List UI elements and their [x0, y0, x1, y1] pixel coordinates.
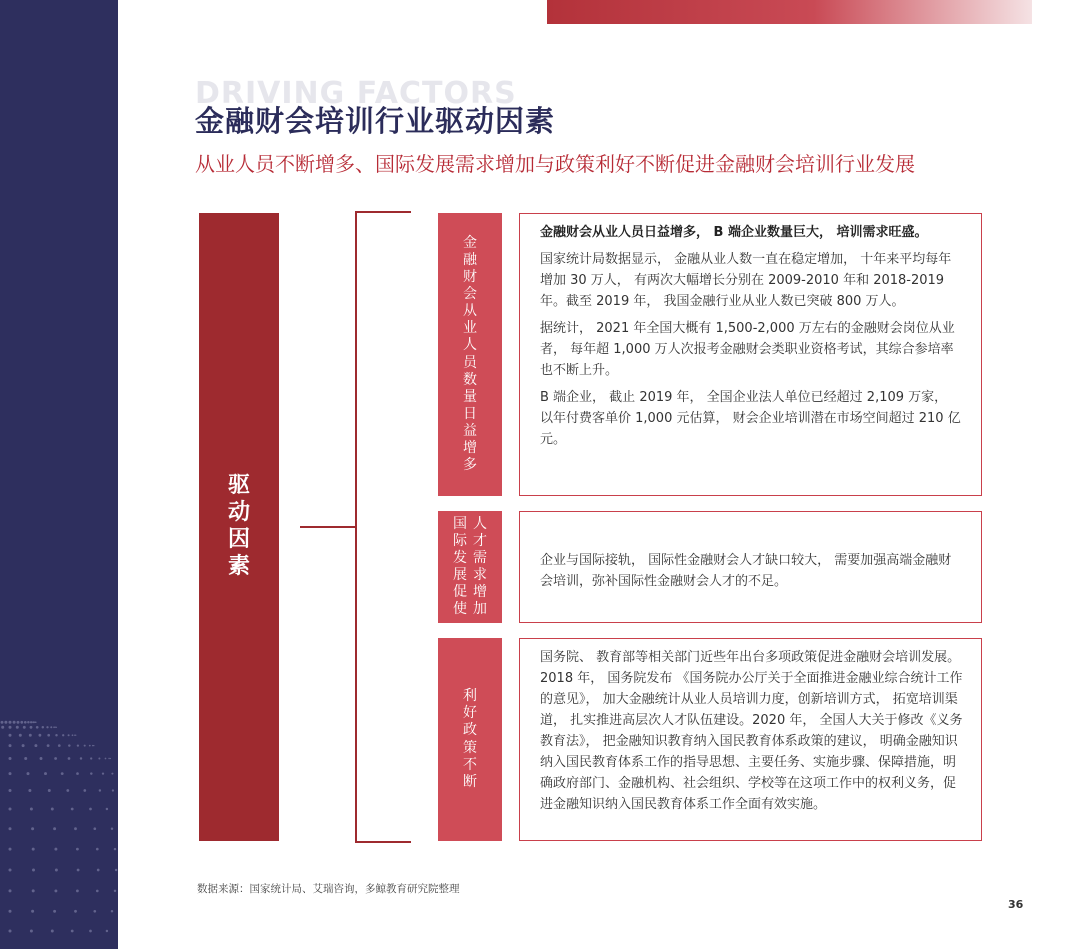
globe-dot [83, 789, 86, 792]
globe-dot [9, 808, 12, 811]
globe-dot [98, 757, 100, 759]
globe-dot [111, 910, 113, 912]
globe-dot [54, 757, 57, 760]
globe-dot [76, 772, 79, 775]
globe-dot [108, 758, 109, 759]
globe-dot [90, 757, 92, 759]
factor-3-label-char: 断 [463, 773, 477, 790]
globe-dot [23, 726, 26, 729]
factor-2-label-char: 发 [453, 549, 467, 566]
factor-3-paragraph: 国务院、 教育部等相关部门近些年出台多项政策促进金融财会培训发展。2018 年， 国务院发布 《国务院办公厅关于全面推进金融业综合统计工作的意见》， 加大金融统计从业人员培训力度，创新培训方式， 拓宽培训渠道， 扎实推进高层次人才队伍建设。2020 年， 全国人大关于修改《义务教育法》， 把金融知识教育纳入国民教育体系政策的建议， 明确金融知识纳入国民教育体系工作的指导思想、主要任务、实施步骤、保障措施，明确政府部门、金融机构、社会组织、学校等在这项工作中的权利义务，促进金融知识纳入国民教育体系工作全面有效实施。 [540, 650, 963, 812]
globe-dot [20, 721, 23, 724]
globe-dot [4, 721, 7, 724]
globe-dot [9, 789, 12, 792]
factor-1-label-char: 业 [463, 320, 477, 337]
globe-dot [96, 848, 99, 851]
factor-2-label-char: 促 [453, 584, 467, 601]
globe-dot [9, 757, 12, 760]
top-gradient-bar [547, 0, 1032, 24]
factor-1-label-char: 日 [463, 405, 477, 422]
globe-dot [84, 745, 86, 747]
factor-2-label-char: 求 [473, 567, 487, 583]
globe-dot [53, 726, 55, 728]
globe-dot [46, 726, 48, 728]
factor-2-label-char: 加 [473, 601, 487, 618]
factor-1-label [438, 213, 502, 496]
connector-stem [300, 526, 356, 528]
globe-dot [32, 889, 35, 892]
globe-dot [89, 930, 92, 933]
globe-dot [22, 744, 25, 747]
globe-dot [32, 869, 35, 872]
globe-dot [53, 827, 56, 830]
data-source-note: 数据来源：国家统计局、艾瑞咨询，多鲸教育研究院整理 [197, 883, 460, 895]
globe-dot [9, 827, 12, 830]
factor-1-label-char: 量 [463, 388, 477, 405]
globe-dot [76, 890, 79, 893]
globe-dot [53, 910, 56, 913]
globe-dot [9, 726, 12, 729]
globe-dot [1, 726, 4, 729]
factor-2-label-char: 使 [453, 601, 467, 618]
factor-1-label-char: 融 [463, 252, 477, 269]
globe-dot [74, 827, 77, 830]
dotted-globe-graphic [0, 0, 118, 949]
globe-dot [74, 734, 75, 735]
factor-2-label-char: 才 [473, 532, 487, 549]
globe-dot [93, 910, 96, 913]
globe-dot [112, 789, 114, 791]
globe-dot [110, 758, 111, 759]
globe-dot [68, 744, 70, 746]
globe-dot [44, 772, 47, 775]
globe-dot [68, 757, 71, 760]
globe-dot [74, 910, 77, 913]
globe-dot [115, 869, 117, 871]
globe-dot [13, 721, 16, 724]
globe-dot [97, 869, 100, 872]
page-title: 金融财会培训行业驱动因素 [195, 104, 556, 138]
globe-dot [71, 808, 74, 811]
globe-dot [16, 726, 19, 729]
globe-dot [114, 890, 116, 892]
globe-dot [66, 789, 69, 792]
globe-dot [62, 734, 64, 736]
globe-dot [40, 757, 43, 760]
globe-dot [76, 848, 79, 851]
factor-2-label-char: 际 [453, 532, 467, 549]
page-number: 36 [1008, 898, 1024, 911]
factor-1-paragraph: B 端企业， 截止 2019 年， 全国企业法人单位已经超过 2,109 万家， 以年付费客单价 1,000 元估算， 财会企业培训潜在市场空间超过 210 亿元。 [540, 390, 961, 447]
globe-dot [54, 848, 57, 851]
globe-dot [30, 726, 33, 729]
factor-1-paragraph: 据统计， 2021 年全国大概有 1,500-2,000 万左右的金融财会岗位从业者， 每年超 1,000 万人次报考金融财会类职业资格考试，其综合参培率也不断上升。 [540, 321, 955, 378]
globe-dot [27, 772, 30, 775]
driver-root-label-char: 因 [227, 527, 250, 552]
globe-dot [51, 808, 54, 811]
globe-dot [77, 869, 80, 872]
factor-1-label-char: 人 [463, 337, 477, 354]
factor-1-paragraph: 国家统计局数据显示， 金融从业人数一直在稳定增加， 十年来平均每年增加 30 万人， 有两次大幅增长分别在 2009-2010 年和 2018-2019 年。截至 2019 年， 我国金融行业从业人数已突破 800 万人。 [540, 252, 952, 309]
globe-dot [17, 721, 20, 724]
globe-dot [39, 734, 42, 737]
globe-dot [9, 848, 12, 851]
factor-2-label-char: 国 [453, 515, 467, 532]
factor-2-label [438, 511, 502, 623]
globe-dot [58, 744, 61, 747]
globe-dot [9, 744, 12, 747]
driver-root-label-char: 素 [227, 553, 250, 579]
globe-dot [42, 726, 44, 728]
factor-2-label-right-col [473, 516, 487, 618]
globe-dot [27, 721, 29, 723]
globe-dot [111, 773, 113, 775]
globe-dot [92, 745, 93, 746]
page-subtitle: 从业人员不断增多、国际发展需求增加与政策利好不断促进金融财会培训行业发展 [195, 152, 915, 176]
globe-dot [47, 734, 50, 737]
globe-dot [111, 827, 113, 829]
factor-1-label-char: 益 [463, 422, 477, 439]
factor-1-label-char: 员 [463, 354, 477, 371]
globe-dot [36, 726, 39, 729]
globe-dot [9, 772, 12, 775]
globe-dot [114, 848, 116, 850]
globe-dot [77, 744, 79, 746]
factor-1-label-char: 从 [463, 303, 477, 320]
globe-dot [30, 808, 33, 811]
globe-dot [106, 808, 108, 810]
globe-dot [106, 930, 108, 932]
factor-1-label-char: 多 [463, 456, 477, 473]
globe-dot [32, 721, 34, 723]
globe-dot [93, 827, 96, 830]
globe-dot [51, 930, 54, 933]
watermark-text: DRIVING FACTORS [195, 76, 517, 111]
factor-1-label-char: 数 [463, 371, 477, 388]
factor-3-description-box [519, 638, 982, 841]
factor-1-heading: 金融财会从业人员日益增多， B 端企业数量巨大， 培训需求旺盛。 [540, 225, 928, 240]
globe-dot [54, 889, 57, 892]
factor-2-label-char: 增 [473, 584, 487, 601]
globe-dot [105, 758, 107, 760]
globe-dot [55, 727, 56, 728]
factor-3-label-char: 不 [463, 756, 477, 773]
globe-dot [19, 734, 22, 737]
factor-3-label-char: 好 [463, 705, 477, 722]
factor-3-label-char: 政 [463, 722, 477, 739]
globe-dot [72, 734, 74, 736]
globe-dot [71, 930, 74, 933]
globe-dot [9, 910, 12, 913]
globe-dot [9, 889, 12, 892]
globe-dot [24, 721, 27, 724]
globe-dot [31, 827, 34, 830]
bracket-bottom [355, 841, 411, 843]
globe-dot [30, 721, 32, 723]
factor-3-label [438, 638, 502, 841]
driver-root-label-char: 驱 [227, 473, 250, 499]
globe-dot [99, 789, 101, 791]
globe-dot [90, 772, 92, 774]
globe-dot [80, 757, 82, 759]
globe-dot [9, 734, 12, 737]
factor-2-paragraph: 企业与国际接轨， 国际性金融财会人才缺口较大， 需要加强高端金融财会培训，弥补国际性金融财会人才的不足。 [540, 553, 952, 589]
bracket-vertical [355, 211, 357, 843]
factor-2-description-box [519, 511, 982, 623]
factor-2-label-left-col [453, 516, 467, 618]
globe-dot [9, 721, 12, 724]
globe-dot [28, 789, 31, 792]
globe-dot [96, 890, 99, 893]
factor-1-description-box [519, 213, 982, 496]
globe-dot [61, 772, 64, 775]
factor-1-label-char: 会 [463, 286, 477, 303]
factor-3-label-char: 策 [463, 739, 477, 756]
globe-dot [89, 745, 91, 747]
bracket-top [355, 211, 411, 213]
factor-1-label-char: 增 [463, 439, 477, 456]
factor-2-label-char: 需 [473, 549, 487, 566]
driver-root-label [199, 213, 279, 841]
globe-dot [9, 930, 12, 933]
globe-dot [1, 721, 4, 724]
globe-dot [47, 744, 50, 747]
factor-2-label-char: 人 [473, 515, 487, 532]
globe-dot [30, 930, 33, 933]
driver-root-label-char: 动 [227, 500, 250, 526]
globe-dot [9, 869, 12, 872]
globe-dot [55, 869, 58, 872]
factor-2-label-char: 展 [453, 567, 467, 583]
factor-1-label-char: 金 [463, 234, 477, 251]
factor-3-label-char: 利 [463, 688, 477, 705]
globe-dot [102, 772, 104, 774]
globe-dot [68, 734, 70, 736]
globe-dot [31, 910, 34, 913]
globe-dot [48, 789, 51, 792]
globe-dot [34, 744, 37, 747]
globe-dot [55, 734, 57, 736]
globe-dot [89, 808, 92, 811]
factor-1-label-char: 财 [463, 269, 477, 286]
globe-dot [24, 757, 27, 760]
globe-dot [50, 726, 52, 728]
globe-dot [29, 734, 32, 737]
globe-dot [32, 848, 35, 851]
